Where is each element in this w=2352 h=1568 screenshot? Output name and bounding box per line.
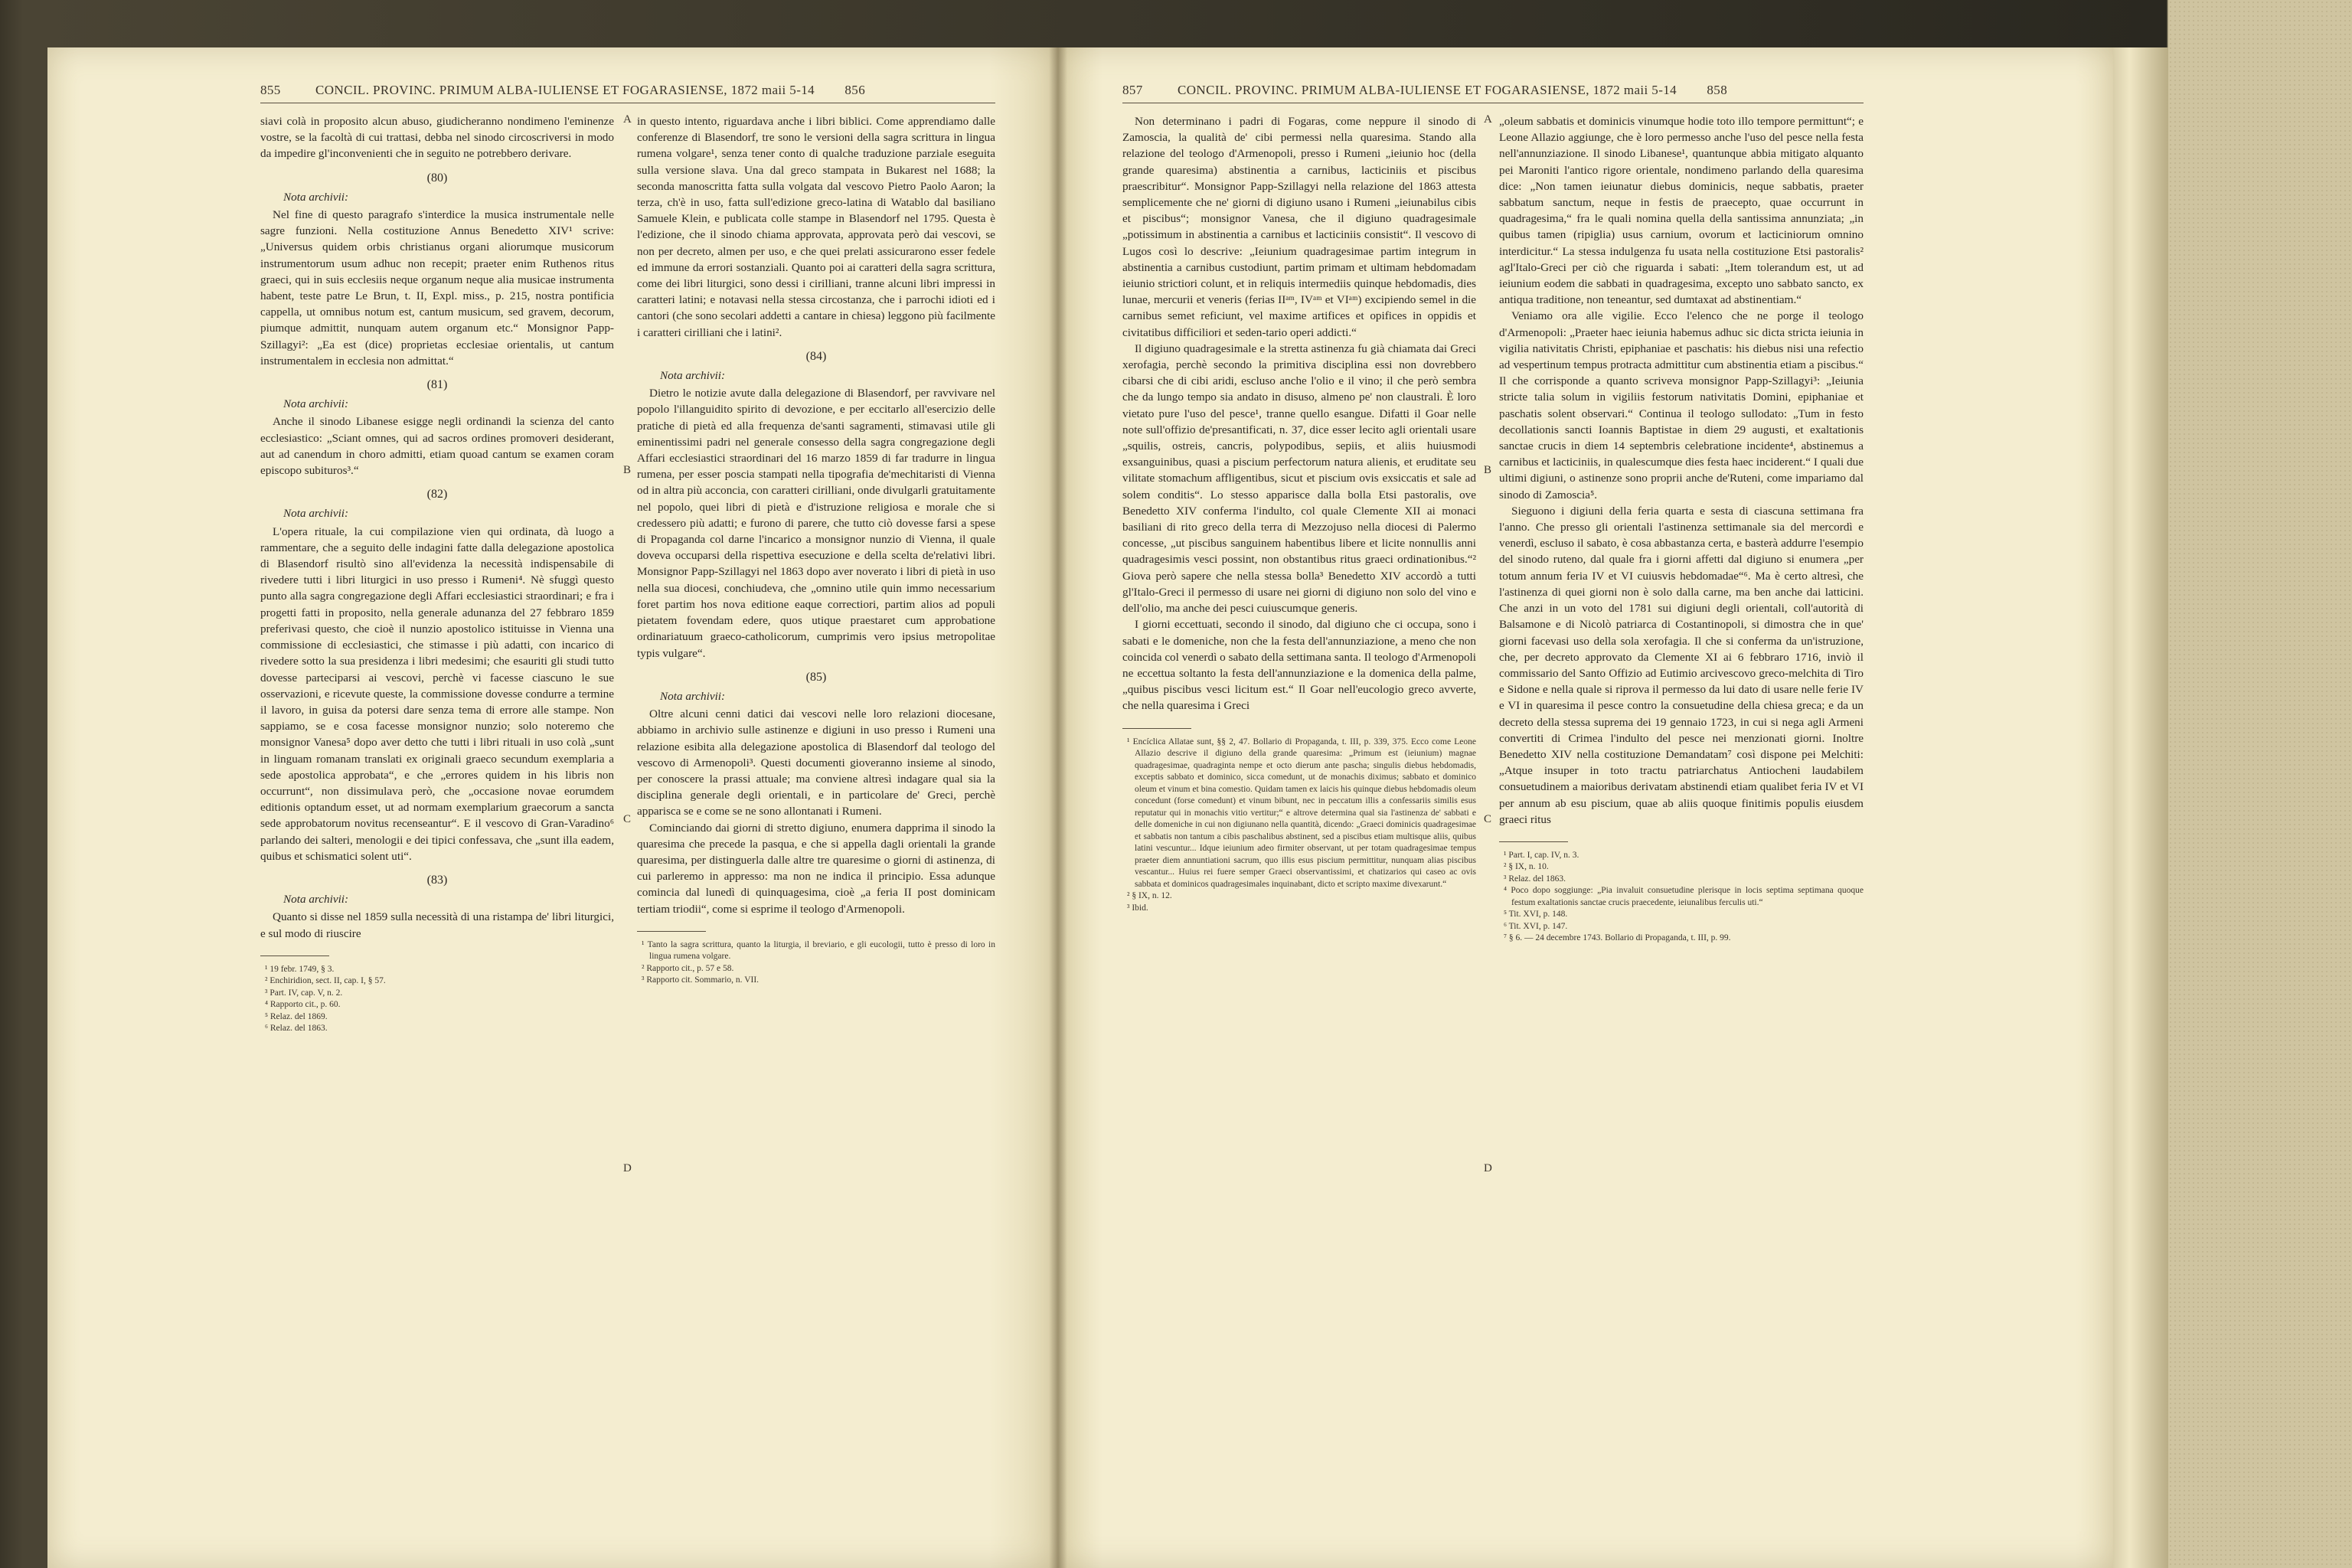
nota-heading: Nota archivii: bbox=[660, 689, 726, 703]
paragraph: Veniamo ora alle vigilie. Ecco l'elenco che ne porge il teologo d'Armenopoli: „Praeter haec ieiunia habemus adhuc sic dicta stricta ieiunia in vigilia nativitatis Christi, epiphaniae et paschatis: his diebus nisi una refectio ad vespertinum tempus protracta admittitur cum abstinentia etiam a piscibus.“ Il che corrisponde a quanto scriveva monsignor Papp-Szillagyi³: „Ieiunia stricte talia solum in vigiliis festorum nativitatis Domini, epiphaniae et paschatis solent observari.“ Continua il teologo sullodato: „Tum in festo decollationis sancti Ioannis Baptistae in diem 29 augusti, et exaltationis sanctae crucis in diem 14 septembris celebratione incidente⁴, abstinemus a carnibus et lacticiniis, in qualescumque dies festa haec inciderent.“ I quali due ultimi digiuni, o astinenze sono proprii anche de'Ruteni, come impariamo dal sinodo di Zamoscia⁵. bbox=[1499, 309, 1864, 501]
section-number: (80) bbox=[426, 171, 448, 185]
left-running-header bbox=[260, 83, 865, 98]
board-edge bbox=[2168, 0, 2352, 1568]
left-column-1 bbox=[260, 113, 614, 1035]
nota-heading: Nota archivii: bbox=[283, 190, 349, 204]
paragraph: Oltre alcuni cenni datici dai vescovi nelle loro relazioni diocesane, abbiamo in archivio sulle astinenze e digiuni in uso presso i Rumeni una relazione esibita alla delegazione apostolica di Blasendorf dal teologo del vescovo di Armenopoli³. Questi documenti gioveranno insieme al sinodo, per conoscere la prassi attuale; ma conviene altresì indagare qual sia la disciplina generale degli orientali, e in particolare de' Greci, perchè apparisca se e come se ne sono allontanati i Rumeni. bbox=[637, 707, 995, 818]
section-number: (84) bbox=[805, 349, 827, 363]
nota-heading: Nota archivii: bbox=[660, 369, 726, 383]
footnote-rule bbox=[1122, 728, 1191, 729]
footnote: ⁴ Rapporto cit., p. 60. bbox=[265, 1000, 341, 1010]
page-number: 856 bbox=[844, 83, 866, 97]
right-column-1 bbox=[1122, 113, 1476, 914]
footnote-rule bbox=[637, 931, 706, 932]
running-title: CONCIL. PROVINC. PRIMUM ALBA-IULIENSE ET FOGARASIENSE, 1872 maii 5-14 bbox=[315, 83, 815, 97]
footnotes bbox=[637, 939, 995, 987]
paragraph: Dietro le notizie avute dalla delegazione di Blasendorf, per ravvivare nel popolo l'illanguidito spirito di devozione, e per eccitarlo all'esercizio delle pratiche di pietà ed alla frequenza de'santi sagramenti, stimavasi utile gli eminentissimi padri nel generale consesso della sagra congregazione degli Affari ecclesiastici straordinari del 16 marzo 1859 di far tradurre in lingua rumena, per esser poscia stampati nella tipografia de'mechitaristi di Vienna od in altra più acconcia, con caratteri cirilliani, onde divulgarli gratuitamente nel popolo, quei libri di pietà e d'istruzione religiosa e morale che si credessero più adatti; e furono di parere, che tutto ciò dovesse farsi a spese di Propaganda col darne l'incarico a monsignor nunzio di Vienna, il quale doveva occuparsi della rispettiva esecuzione e della scelta de'relativi libri. Monsignor Papp-Szillagyi nel 1863 dopo aver noverato i libri di pietà in uso nella sua diocesi, conchiudeva, che „omnino utile quin immo necessarium foret partim hos nova editione eaque correctiori, partim alios ad populi pietatem fovendam edere, quos utique praestaret cum approbatione ordinariatuum graeco-catholicorum, cumprimis vero ipsius metropolitae typis vulgare“. bbox=[637, 387, 995, 660]
paragraph: L'opera rituale, la cui compilazione vien qui ordinata, dà luogo a rammentare, che a seguito delle indagini fatte dalla delegazione apostolica di Blasendorf risultò sino all'evidenza la necessità indispensabile di rivedere tutti i libri liturgici in uso presso i Rumeni⁴. Nè sfuggì questo punto alla sagra congregazione degli Affari ecclesiastici straordinari; e fra i progetti fatti in proposito, nella generale adunanza del 27 febbraro 1859 preferivasi questo, che cioè il nunzio apostolico istituisse in Vienna una commissione di ecclesiastici, che stimasse i più adatti, con incarico di rivedere sotto la sua presidenza i libri medesimi; che esauriti gli studi tutto dovesse parteciparsi ai vescovi, perchè vi facesse ciascuno le sue osservazioni, e ricevute queste, la commissione dovesse condurre a termine il lavoro, in guisa da potersi dare senza tema di errore alle stampe. Non sappiamo, se e cosa facesse monsignor nunzio; solo noteremo che monsignor Vanesa⁵ dopo aver detto che tutti i libri rituali in uso colà „sunt in linguam romanam translati ex originali graeco secundum exemplaria a sede apostolica approbata“, e che „errores quidem in his libris non occurrunt“, non dissimulava però, che „occasione novae eorumdem editionis optandum esset, ut ad normam exemplarium graecorum a sancta sede approbatorum novitus recenseantur“. E il vescovo di Gran-Varadino⁶ parlando dei salteri, menologii e dei tipici confessava, che „sunt illa eadem, quibus et schismatici solent uti“. bbox=[260, 524, 614, 863]
footnote: ³ Ibid. bbox=[1127, 903, 1148, 913]
margin-marker: A bbox=[623, 113, 632, 126]
page-edge-stack bbox=[2113, 47, 2168, 1568]
footnote: ⁷ § 6. — 24 decembre 1743. Bollario di Propaganda, t. III, p. 99. bbox=[1504, 933, 1731, 943]
footnote: ¹ 19 febr. 1749, § 3. bbox=[265, 964, 335, 974]
nota-heading: Nota archivii: bbox=[283, 397, 349, 411]
footnote: ² Enchiridion, sect. II, cap. I, § 57. bbox=[265, 976, 386, 986]
book-gutter bbox=[1049, 47, 1067, 1568]
margin-marker: C bbox=[1484, 813, 1492, 825]
paragraph: Il digiuno quadragesimale e la stretta astinenza fu già chiamata dai Greci xerofagia, perchè secondo la primitiva disciplina essi non dovrebbero cibarsi che di cibi aridi, escluso anche l'olio e il vino; il che però sembra che da lungo tempo sia andato in disuso, almeno pe' non claustrali. È loro vietato pure l'uso del pesce¹, tranne quello esangue. Difatti il Goar nelle note sull'offizio de'presantificati, n. 37, dice esser lecito agli orientali usare „squilis, ostreis, cancris, polypodibus, sepiis, et aliis huiusmodi exsanguinibus, quasi a piscium perfectorum natura alienis, et eruditate seu vilitate stomachum affligentibus, sicut et piscium ovis exsiccatis et sale ad solem conditis“. Lo stesso apparisce dalla bolla Etsi pastoralis, ove Benedetto XIV conferma l'indulto, col quale Clemente XII ai monaci basiliani di rito greco della terra di Mezzojuso nella diocesi di Palermo concesse, „ut piscibus sanguinem habentibus libere et licite nonnullis anni quadragesimis vesci possint, non obstantibus ritus graeci ordinationibus.“² Giova però sapere che nella stessa bolla³ Benedetto XIV accordò a tutti gl'Italo-Greci il permesso di usare nei giorni di digiuno non solo del vino e dell'olio, ma anche dei pesci cuiuscumque generis. bbox=[1122, 341, 1476, 616]
paragraph: Sieguono i digiuni della feria quarta e sesta di ciascuna settimana fra l'anno. Che presso gli orientali l'astinenza settimanale sia del mercordì e venerdì, escluso il sabato, è cosa abbastanza certa, e basterà addurre l'esempio del sinodo ruteno, dal quale fra i giorni affetti dal digiuno si enumera „per totum annum feria IV et VI cuiusvis hebdomadae“⁶. Ma è certo altresì, che l'astinenza di quei giorni non è solo dalla carne, ma ben anche dai latticini. Che anzi in un voto del 1781 sui digiuni degli orientali, coll'autorità di Balsamone e di Nicolò patriarca di Costantinopoli, si dimostra che in que' giorni facevasi uso della sola xerofagia. Il che si conferma da un'istruzione, che, per decreto approvato da Clemente XI ai 6 febbraro 1716, inviò il commissario del Santo Offizio ad Eutimio arcivescovo greco-melchita di Tiro e Sidone e nella quale si riprova il permesso da lui dato di usare nelle ferie IV e VI in quaresima il pesce contro la consuetudine della chiesa greca; e da un decreto della stessa suprema dei 19 gennaio 1723, in cui si nega agli Armeni convertiti di Crimea l'indulto del pesce nei menzionati giorni. Inoltre Benedetto XIV nella costituzione Demandatam⁷ così dispone pei Melchiti: „Atque insuper in toto tractu patriarchatus Antiocheni laudabilem consuetudinem a maioribus derivatam abstinendi etiam qualibet feria IV et VI per annum ab esu piscium, quae ab aliis quoque finitimis populis eiusdem graeci ritus bbox=[1499, 504, 1864, 826]
footnote: ⁶ Relaz. del 1863. bbox=[265, 1024, 328, 1034]
footnote: ¹ Part. I, cap. IV, n. 3. bbox=[1504, 850, 1579, 860]
running-title: CONCIL. PROVINC. PRIMUM ALBA-IULIENSE ET FOGARASIENSE, 1872 maii 5-14 bbox=[1178, 83, 1677, 97]
nota-heading: Nota archivii: bbox=[283, 893, 349, 906]
section-number: (83) bbox=[426, 873, 448, 887]
footnote: ⁴ Poco dopo soggiunge: „Pia invaluit consuetudine plerisque in locis septima septimana quoque festum exaltationis sanctae crucis praecedente, ieiunalibus ferculis uti.“ bbox=[1504, 886, 1864, 907]
page-number: 855 bbox=[260, 83, 281, 97]
footnote: ⁶ Tit. XVI, p. 147. bbox=[1504, 921, 1568, 931]
section-number: (81) bbox=[426, 378, 448, 392]
footnote: ⁵ Tit. XVI, p. 148. bbox=[1504, 910, 1568, 920]
footnote: ⁵ Relaz. del 1869. bbox=[265, 1011, 328, 1021]
paragraph: in questo intento, riguardava anche i libri biblici. Come apprendiamo dalle conferenze di Blasendorf, tre sono le versioni della sagra scrittura in lingua rumena volgare¹, senza tener conto di qualche traduzione parziale eseguita sulla versione slava. Una dal greco stampata in Bukarest nel 1688; la seconda manoscritta fatta sulla volgata dal vescovo Pietro Paolo Aaron; la terza, ch'è in uso, fatta sull'edizione greco-latina di Watablo dal basiliano Samuele Klein, e publicata colle stampe in Blasendorf nel 1795. Questa è l'edizione, che il sinodo chiama approvata, approvata però dai vescovi, se non per decreto, almen per uso, e che quei prelati assicurarono esser fedele ed immune da errori sostanziali. Quanto poi ai caratteri della sagra scrittura, come dei libri liturgici, sono dessi i cirilliani, tranne alcuni libri impressi in caratteri latini; e notavasi nella stessa circostanza, che i parrochi idioti ed i cantori (che sono secolari addetti a cantare in chiesa) leggono più facilmente i caratteri cirilliani che i latini². bbox=[637, 115, 995, 339]
footnote: ³ Relaz. del 1863. bbox=[1504, 874, 1566, 884]
right-running-header bbox=[1122, 83, 1727, 98]
footnotes bbox=[1122, 737, 1476, 915]
footnotes bbox=[1499, 850, 1864, 945]
margin-marker: D bbox=[623, 1162, 632, 1174]
paragraph: „oleum sabbatis et dominicis vinumque hodie toto illo tempore permittunt“; e Leone Allazio aggiunge, che è loro permesso anche l'uso del pesce nella festa nell'annunziazione. Il sinodo Libanese¹, quantunque abbia mitigato alquanto pei Maroniti l'antico rigore orientale, nondimeno parlando della quaresima dice: „Non tamen ieiunatur diebus dominicis, neque sabbatis, praeter sabbatum sanctum, neque in festis de praecepto, quae occurrunt in quadragesima,“ fra le quali nomina quella della santissima annunziata; „in quibus tamen (ripiglia) usus carnium, ovorum et lacticiniorum omnino interdicitur.“ La stessa indulgenza fu usata nella costituzione Etsi pastoralis² agl'Italo-Greci per ciò che riguarda i sabati: „Item tolerandum est, ut ad ieiunium eodem die sabbati in quadragesima, excepto uno sabbato sancto, ex antiqua traditione, non teneantur, sed dumtaxat ad abstinentiam.“ bbox=[1499, 115, 1864, 307]
footnote: ¹ Encíclica Allatae sunt, §§ 2, 47. Bollario di Propaganda, t. III, p. 339, 375. Ecco come Leone Allazio descrive il digiuno della grande quaresima: „Primum est (ieiunium) magnae quadragesimae, quadraginta nempe et octo dierum ante pascha; singulis diebus hebdomadis, exceptis sabbato et dominico, sicca comedunt, ut de monachis diximus; sabbato et dominico oleum et vinum et bina comestio. Quidam tamen ex laicis his quinque diebus hebdomadis oleum concedunt (forse comedunt) et vinum bibunt, nec in peccatum illis a confessariis similis esus reputatur qui in monachis vitio vertitur;“ e altrove determina qual sia l'astinenza de' sabbati e delle domeniche in cui non digiunano nella quantità, dicendo: „Graeci dominicis quadragesimae et sabbatis non tantum a cibis paschalibus abstinent, sed a piscibus etiam multisque aliis, quibus latini vescuntur... Idque ieiunium adeo firmiter observant, ut per totam quadragesimae tempus praeter diem annuntiationi sacrum, quo illis esus piscium permittitur, nunquam alias piscibus vescantur... Huius rei fuere semper Graeci observantissimi, et chatizarios qui caseo ac ovis sabbata et dominicos quadragesimales inquinabant, dicto et scripto maxime divexarunt.“ bbox=[1127, 737, 1476, 889]
footnote: ³ Rapporto cit. Sommario, n. VII. bbox=[642, 975, 760, 985]
footnote-rule bbox=[1499, 841, 1568, 842]
margin-marker: C bbox=[623, 813, 632, 825]
footnote: ² Rapporto cit., p. 57 e 58. bbox=[642, 963, 734, 973]
paragraph: siavi colà in proposito alcun abuso, giudicheranno nondimeno l'eminenze vostre, se la facoltà di cui trattasi, debba nel sinodo circoscriversi in modo da impedire gl'inconvenienti che in seguito ne potrebbero derivare. bbox=[260, 115, 614, 161]
margin-marker: B bbox=[1484, 464, 1492, 476]
section-number: (82) bbox=[426, 488, 448, 501]
margin-marker: D bbox=[1484, 1162, 1492, 1174]
page-number: 858 bbox=[1707, 83, 1728, 97]
right-column-2 bbox=[1499, 113, 1864, 945]
section-number: (85) bbox=[805, 670, 827, 684]
margin-marker: A bbox=[1484, 113, 1492, 126]
footnote: ³ Part. IV, cap. V, n. 2. bbox=[265, 988, 343, 998]
paragraph: Quanto si disse nel 1859 sulla necessità di una ristampa de' libri liturgici, e sul modo di riuscire bbox=[260, 910, 614, 940]
footnote: ² § IX, n. 12. bbox=[1127, 891, 1172, 901]
paragraph: Nel fine di questo paragrafo s'interdice la musica instrumentale nelle sagre funzioni. Nella costituzione Annus Benedetto XIV¹ scrive: „Universus quidem orbis christianus organi aliorumque musicorum instrumentorum usum adhuc non recepit; praeter enim Ruthenos ritus graeci, qui in suis ecclesiis neque organum neque alia musicae instrumenta habent, teste patre Le Brun, t. II, Expl. miss., p. 215, nostra pontificia cappella, ut omnibus notum est, cantum musicum, sed gravem, decorum, piumque admittit, nunquam autem organum etc.“ Monsignor Papp-Szillagyi²: „Ea est (dice) proprietas ecclesiae orientalis, ut cantum instrumentalem in ecclesia non admittat.“ bbox=[260, 208, 614, 368]
nota-heading: Nota archivii: bbox=[283, 507, 349, 521]
footnotes bbox=[260, 964, 614, 1035]
paragraph: I giorni eccettuati, secondo il sinodo, dal digiuno che ci occupa, sono i sabati e le domeniche, non che la festa dell'annunziazione, a meno che non coincida col venerdì o sabato della settimana santa. Il teologo d'Armenopoli ne eccettua soltanto la festa dell'annunziazione e la domenica della palme, „quibus piscibus vesci licitum est.“ Il Goar nell'eucologio greco avverte, che nella quaresima i Greci bbox=[1122, 618, 1476, 713]
footnote: ¹ Tanto la sagra scrittura, quanto la liturgia, il breviario, e gli eucologii, tutto è presso di loro in lingua rumena volgare. bbox=[642, 939, 995, 962]
paragraph: Cominciando dai giorni di stretto digiuno, enumera dapprima il sinodo la quaresima che precede la pasqua, e che si appella dagli orientali la grande quaresima, per distinguerla dalle altre tre quaresime o giorni di astinenza, di cui parleremo in appresso: ma non ne indica il principio. Essa adunque comincia dal lunedì di quinquagesima, cioè „a feria II post dominicam tertiam triodii“, come si esprime il teologo d'Armenopoli. bbox=[637, 821, 995, 916]
footnote: ² § IX, n. 10. bbox=[1504, 862, 1549, 872]
paragraph: Anche il sinodo Libanese esigge negli ordinandi la scienza del canto ecclesiastico: „Sciant omnes, qui ad sacros ordines promoveri desiderant, aut ad canendum in choro admitti, etiam quoad cantum se examen coram episcopo subituros³.“ bbox=[260, 415, 614, 478]
paragraph: Non determinano i padri di Fogaras, come neppure il sinodo di Zamoscia, la qualità de' cibi permessi nella quaresima. Stando alla relazione del teologo d'Armenopoli, presso i Rumeni „ieiunio hoc (della grande quaresima) abstinentia a carnibus, lacticiniis et piscibus praescribitur“. Monsignor Papp-Szillagyi nella relazione del 1863 attesta semplicemente che ne' giorni di digiuno usano i Rumeni „ieiunabilus cibis et piscibus“; monsignor Vanesa, che il digiuno quadragesimale „potissimum in abstinentia a carnibus et lacticiniis consistit“. Il vescovo di Lugos così lo descrive: „Ieiunium quadragesimae partim integrum in abstinentia a carnibus custodiunt, partim primam et ultimam hebdomadam ieiunio strictiori colunt, et in reliquis intermediis quinque hebdomadis, dies lunae, mercurii et veneris (ferias IIᵃᵐ, IVᵃᵐ et VIᵃᵐ) excipiendo semel in die carnibus semet reficiunt, vel maxime artifices et opifices in oppidis et civitatibus difficiliori et seden-tario operi addicti.“ bbox=[1122, 115, 1476, 339]
margin-marker: B bbox=[623, 464, 632, 476]
page-number: 857 bbox=[1122, 83, 1143, 97]
left-column-2 bbox=[637, 113, 995, 987]
